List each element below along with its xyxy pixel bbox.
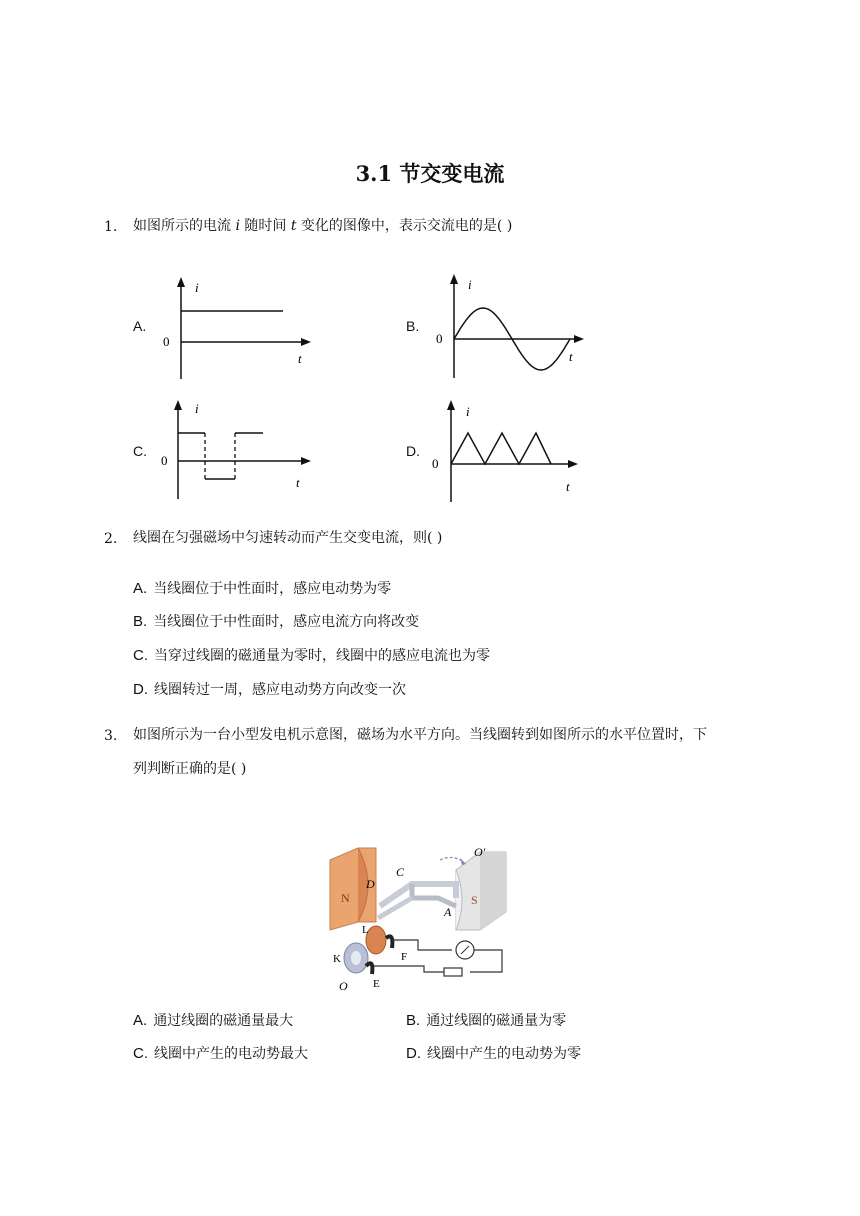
- label-e: E: [373, 978, 380, 990]
- graph-d-t-arrow: [568, 460, 578, 468]
- graph-c-origin: 0: [161, 453, 168, 468]
- graph-d-i-arrow: [447, 400, 455, 410]
- generator-diagram: [328, 840, 518, 995]
- graph-a-constant: [155, 275, 315, 385]
- question-3-text: 如图所示为一台小型发电机示意图，磁场为水平方向。当线圈转到如图所示的水平位置时，下 列判断正确的是( ): [133, 727, 707, 777]
- question-2-option-b[interactable]: B. 当线圈位于中性面时，感应电流方向将改变: [133, 613, 420, 630]
- label-k: K: [333, 953, 341, 965]
- graph-d-origin: 0: [432, 456, 439, 471]
- graph-b-label: B.: [406, 318, 420, 334]
- graph-c-t-label: t: [296, 475, 300, 490]
- question-2-text: 线圈在匀强磁场中匀速转动而产生交变电流，则( ): [133, 530, 443, 546]
- graph-c-square: [155, 398, 315, 503]
- question-1-number: 1.: [104, 219, 118, 235]
- graph-d-triangle: [428, 398, 588, 506]
- graph-b-i-label: i: [468, 277, 472, 292]
- graph-b-i-arrow: [450, 274, 458, 284]
- n-pole-label: N: [341, 891, 350, 905]
- question-3-number: 3.: [104, 728, 118, 744]
- graph-c-i-arrow: [174, 400, 182, 410]
- question-2-option-c[interactable]: C. 当穿过线圈的磁通量为零时，线圈中的感应电流也为零: [133, 647, 490, 664]
- resistor: [444, 968, 462, 976]
- graph-b-t-label: t: [569, 349, 573, 364]
- s-pole-label: S: [471, 893, 478, 907]
- graph-a-i-label: i: [195, 280, 199, 295]
- graph-a-i-arrow: [177, 277, 185, 287]
- question-3-option-b[interactable]: B. 通过线圈的磁通量为零: [406, 1012, 567, 1029]
- graph-b-t-arrow: [574, 335, 584, 343]
- label-c: C: [396, 865, 405, 879]
- label-l: L: [362, 924, 369, 936]
- graph-d-triangle-wave: [451, 433, 551, 464]
- graph-c-i-label: i: [195, 401, 199, 416]
- question-3-option-a[interactable]: A. 通过线圈的磁通量最大: [133, 1012, 294, 1029]
- graph-a-t-label: t: [298, 351, 302, 366]
- question-2-number: 2.: [104, 531, 118, 547]
- graph-d-label: D.: [406, 443, 420, 459]
- question-3-option-c[interactable]: C. 线圈中产生的电动势最大: [133, 1045, 308, 1062]
- graph-d-t-label: t: [566, 479, 570, 494]
- page-title: 3.1 节交变电流: [355, 161, 505, 186]
- graph-a-origin: 0: [163, 334, 170, 349]
- question-2-option-a[interactable]: A. 当线圈位于中性面时，感应电动势为零: [133, 580, 392, 597]
- graph-c-label: C.: [133, 443, 147, 459]
- graph-c-t-arrow: [301, 457, 311, 465]
- label-f: F: [401, 951, 408, 963]
- graph-b-sine: [428, 272, 588, 382]
- slip-ring-l: [366, 926, 386, 954]
- graph-d-i-label: i: [466, 404, 470, 419]
- graph-b-origin: 0: [436, 331, 443, 346]
- label-d: D: [366, 877, 375, 891]
- label-a: A: [444, 905, 452, 919]
- graph-a-t-arrow: [301, 338, 311, 346]
- label-o: O: [339, 979, 348, 993]
- question-1-text: 如图所示的电流 i 随时间 t 变化的图像中，表示交流电的是( ): [133, 218, 513, 234]
- label-o-prime: O′: [474, 845, 486, 859]
- question-3-option-d[interactable]: D. 线圈中产生的电动势为零: [406, 1045, 581, 1062]
- question-2-option-d[interactable]: D. 线圈转过一周，感应电动势方向改变一次: [133, 681, 406, 698]
- graph-a-label: A.: [133, 318, 147, 334]
